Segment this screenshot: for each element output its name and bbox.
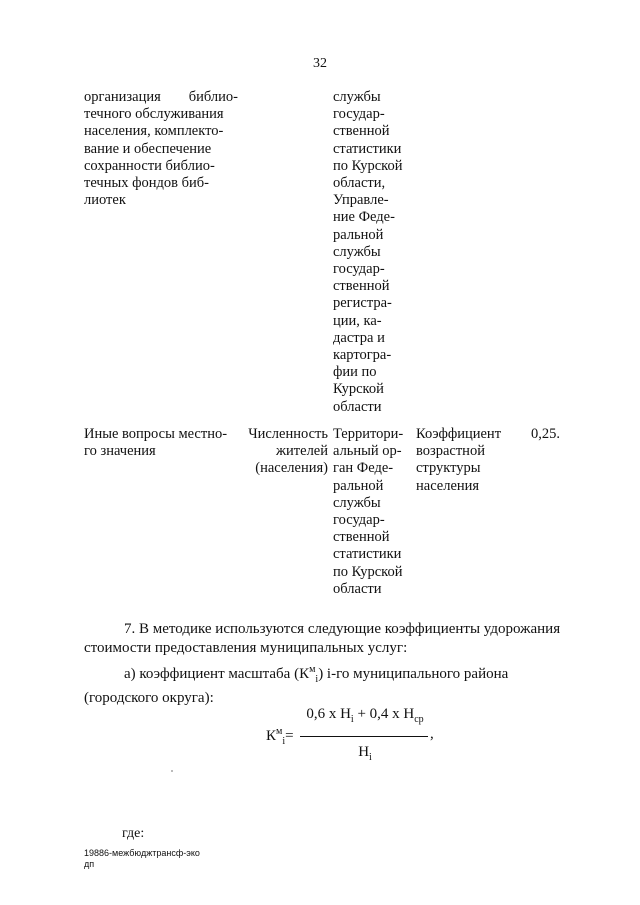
row1-col3-line: по Курской (333, 157, 403, 174)
row1-col3-line: службы (333, 89, 381, 105)
row2-col3-line: Территори- (333, 426, 404, 442)
document-code-line: дп (84, 859, 95, 869)
row2-col4-line: структуры (416, 460, 481, 477)
row1-col3-line: Курской (333, 381, 384, 398)
scan-speck (171, 770, 173, 772)
row1-col1-line: течных фондов биб- (84, 175, 209, 192)
row1-col3-line: Управле- (333, 192, 389, 209)
row2-col3-line: ственной (333, 529, 390, 546)
row2-col3-line: государ- (333, 512, 385, 529)
row1-col3-line: фии по (333, 364, 377, 381)
row1-col3-line: дастра и (333, 329, 385, 346)
row2-col3-line: альный ор- (333, 443, 402, 460)
row2-col4-line: Коэффициент (416, 426, 502, 442)
scale-coefficient-formula (266, 704, 456, 764)
row1-col3-line: картогра- (333, 347, 392, 364)
formula-denominator: $Н_i$ (358, 744, 372, 763)
paragraph-7: 7. В методике используются следующие коэффициенты удорожания стоимости предоставления муниципальных услуг: (84, 621, 561, 656)
row2-col4-coefficient (416, 426, 506, 495)
row2-col4-line: возрастной (416, 443, 485, 460)
row1-col3-line: ственной (333, 278, 390, 295)
document-code (84, 848, 200, 870)
page-number: 32 (313, 56, 327, 71)
row2-col2-line: (населения) (255, 460, 328, 477)
row2-col1-line: го значения (84, 443, 156, 460)
row2-col3-line: службы (333, 494, 381, 511)
row2-col3-line: ральной (333, 477, 384, 494)
formula-lhs: $К^м_i=$ (266, 726, 294, 747)
where-label: где: (122, 826, 145, 841)
row1-col3-line: ральной (333, 226, 384, 243)
row1-col3 (333, 89, 411, 416)
row2-col3-line: области (333, 580, 382, 597)
paragraph-a: а) коэффициент масштаба $(К^м_i)$ i-го муниципального района (городского округа): (84, 664, 509, 706)
row1-col3-line: государ- (333, 106, 385, 123)
row1-col3-line: ции, ка- (333, 312, 382, 329)
row2-col1-activity (84, 426, 238, 460)
formula-numerator: 0,6 х $Н_i + 0,4$ х $Н_{ср}$ (306, 706, 424, 725)
row2-col1-line: Иные вопросы местно- (84, 426, 228, 442)
row2-col4-line: населения (416, 477, 480, 494)
row2-col3-line: по Курской (333, 563, 403, 580)
row2-col2-indicator (240, 426, 328, 478)
row1-col3-line: регистра- (333, 295, 392, 312)
row2-col3-source (333, 426, 411, 598)
row1-col1-line: лиотек (84, 192, 126, 209)
row1-col1-line: населения, комплекто- (84, 123, 224, 140)
row1-col3-line: ственной (333, 123, 390, 140)
formula-fraction-bar (300, 736, 428, 737)
row1-col3-line: статистики (333, 140, 402, 157)
row1-col3-line: службы (333, 243, 381, 260)
row1-col3-line: области, (333, 175, 386, 192)
row1-col1 (84, 89, 238, 209)
row1-col1-line: сохранности библио- (84, 157, 215, 174)
row1-col1-line: вание и обеспечение (84, 140, 212, 157)
row2-col2-line: Численность (248, 426, 328, 442)
row1-col3-line: государ- (333, 261, 385, 278)
row2-col3-line: ган Феде- (333, 460, 394, 477)
document-code-line: 19886-межбюджтрансф-эко (84, 848, 200, 858)
row2-col2-line: жителей (276, 443, 328, 460)
row2-col3-line: статистики (333, 546, 402, 563)
row1-col3-line: области (333, 398, 382, 415)
row1-col1-line: течного обслуживания (84, 106, 224, 123)
formula-comma: , (430, 726, 434, 742)
row1-col1-line: организация библио- (84, 89, 238, 105)
row1-col3-line: ние Феде- (333, 209, 395, 226)
row2-col5-weight: 0,25. (531, 426, 560, 442)
